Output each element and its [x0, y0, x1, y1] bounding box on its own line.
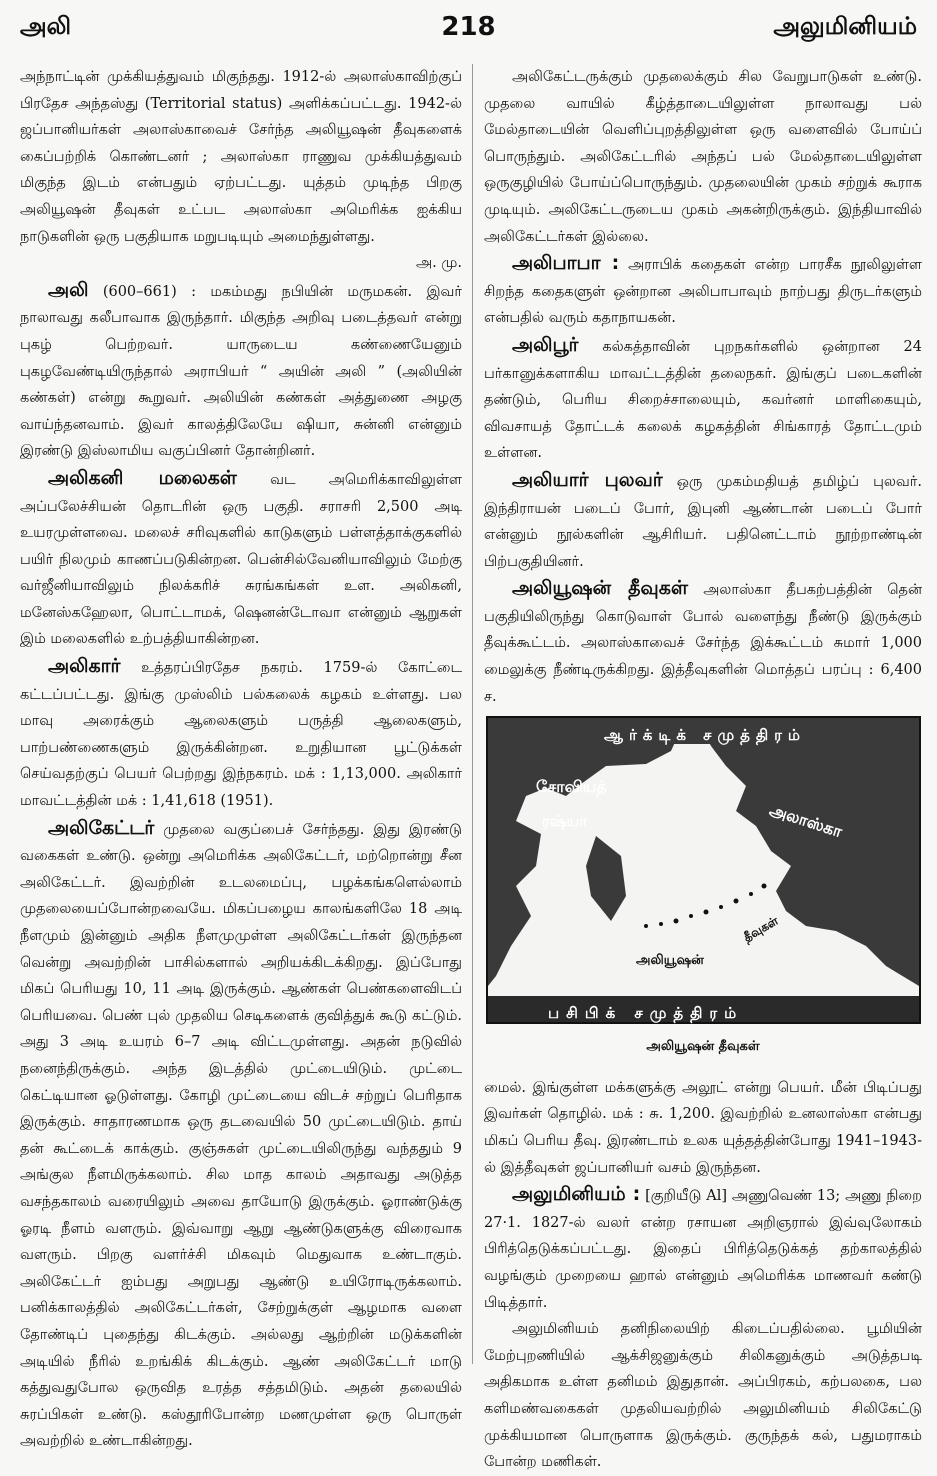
continuation-paragraph: மைல். இங்குள்ள மக்களுக்கு அலூட் என்று பெயர். மீன் பிடிப்பது இவர்கள் தொழில். மக் : சு. 1,200. இவற்றில் உனலாஸ்கா என்பது மிகப் பெரிய தீவு. இரண்டாம் உலக யுத்தத்தின்போது 1941–1943-ல் இத்தீவுகள் ஜப்பானியர் வசம் இருந்தன. [484, 1079, 922, 1176]
entry-body: வட அமெரிக்காவிலுள்ள அப்பலேச்சியன் தொடரின் ஒரு பகுதி. சராசரி 2,500 அடி உயரமுள்ளவை. மலைச் சரிவுகளில் காடுகளும் பள்ளத்தாக்குகளில் பயிர் நிலமும் காணப்படுகின்றன. பென்சில்வேனியாவிலும் மேற்கு வர்ஜீனியாவிலும் நிலக்கரிச் சுரங்கங்கள் உள. அலிகனி, மனேஸ்கஹேலா, பொட்டாமக், ஷெனன்டோவா என்னும் ஆறுகள் இம் மலைகளில் உற்பத்தியாகின்றன. [20, 471, 463, 648]
header-right-guide-word: அலுமினியம் [773, 12, 917, 40]
continuation-paragraph: அலிகேட்டருக்கும் முதலைக்கும் சில வேறுபாடுகள் உண்டு. முதலை வாயில் கீழ்த்தாடையிலுள்ள நாலாவது பல் மேல்தாடையின் வெளிப்புறத்திலுள்ள ஒரு வளைவில் போய்ப் பொருந்தும். அலிகேட்டரில் அந்தப் பல் மேல்தாடையிலுள்ள ஒருகுழியில் போய்ப்பொருந்தும். முதலையின் முகம் சற்றுக் கூராக முடியும். அலிகேட்டருடைய முகம் அகன்றிருக்கும். இந்தியாவில் அலிகேட்டர்கள் இல்லை. [484, 69, 922, 245]
author-initials: அ. மு. [415, 255, 462, 272]
entry-allegheny [20, 465, 462, 653]
entry-body: அலாஸ்கா தீபகற்பத்தின் தென் பகுதியிலிருந்து கொடுவாள் போல் வளைந்து நீண்டு இருக்கும் தீவுக்கூட்டம். அலாஸ்காவைச் சேர்ந்த இக்கூட்டம் சுமார் 1,000 மைலுக்கு நீண்டிருக்கிறது. இத்தீவுகளின் மொத்தப் பரப்பு : 6,400 ச. [484, 582, 923, 705]
map-label-soviet: சோவியத் [536, 777, 607, 797]
map-label-alaska: அலாஸ்கா [767, 800, 845, 842]
entry-headword: அலியார் புலவர் [512, 468, 663, 491]
page-number: 218 [441, 12, 496, 42]
column-divider [472, 64, 473, 1364]
entry-body: ஒரு முகம்மதியத் தமிழ்ப் புலவர். இந்திராயன் படைப் போர், இபுனி ஆண்டான் படைப் போர் என்னும் நூல்களின் ஆசிரியர். பதினெட்டாம் நூற்றாண்டின் பிற்பகுதியினர். [484, 473, 922, 570]
entry-alipur [484, 332, 922, 467]
entry-alibaba [484, 250, 922, 332]
entry-aliyar-pulavar [484, 467, 922, 575]
entry-ali [20, 277, 462, 465]
continuation-paragraph: அந்நாட்டின் முக்கியத்துவம் மிகுந்தது. 1912-ல் அலாஸ்காவிற்குப் பிரதேச அந்தஸ்து (Territorial status) அளிக்கப்பட்டது. 1942-ல் ஜப்பானியர்கள் அலாஸ்காவைச் சேர்ந்த அலியூஷன் தீவுகளைக் கைப்பற்றிக் கொண்டனர் ; அலாஸ்கா ராணுவ முக்கியத்துவம் மிகுந்த இடம் என்பதும் ஏற்பட்டது. யுத்தம் முடிந்த பிறகு அலியூஷன் தீவுகள் உட்பட அலாஸ்கா அமெரிக்க ஐக்கிய நாடுகளின் ஒரு பகுதியாக மறுபடியும் அமைந்துள்ளது. [20, 69, 462, 245]
map-caption: அலியூஷன் தீவுகள் [646, 1039, 760, 1055]
aluminium-paragraph: அலுமினியம் தனிநிலையிற் கிடைப்பதில்லை. பூமியின் மேற்புறணியில் ஆக்சிஜனுக்கும் சிலிகனுக்கும் அடுத்தபடி அதிகமாக உள்ள தனிமம் இதுதான். அப்பிரகம், கற்பலகை, பல களிமண்வகைகள் முதலியவற்றில் அலுமினியம் சிலிகேட்டு முக்கியமான பொருளாக இருக்கும். குருந்தக் கல், பதுமராகம் போன்ற மணிகள். [484, 1321, 922, 1471]
entry-body: அராபிக் கதைகள் என்ற பாரசீக நூலிலுள்ள சிறந்த கதைகளுள் ஒன்றான அலிபாபாவும் நாற்பது திருடர்களும் என்பதில் வரும் கதாநாயகன். [484, 257, 922, 327]
map-label-aleutian: அலியூஷன் [636, 953, 704, 969]
entry-aleutian-islands [484, 575, 922, 710]
aleutian-map [486, 716, 921, 1024]
header-left-guide-word: அலி [20, 12, 72, 40]
map-label-pacific: பசிபிக் சமுத்திரம் [548, 1004, 744, 1023]
map-label-russia: ரஷ்யா [542, 812, 588, 831]
entry-alligator [20, 815, 462, 1455]
page-header [20, 12, 917, 52]
entry-headword: அலிகனி மலைகள் [48, 466, 237, 489]
left-column [20, 64, 462, 1455]
entry-body: (600–661) : மகம்மது நபியின் மருமகன். இவர் நாலாவது கலீபாவாக இருந்தார். மிகுந்த அறிவு படைத்தவர் என்று புகழ் பெற்றவர். யாருடைய கண்ணையேனும் புகழவேண்டியிருந்தால் அராபியர் “ அயின் அலி ” (அலியின் கண்கள்) என்று கூறுவர். அலியின் கண்கள் அத்துணை அழகு வாய்ந்தனவாம். இவர் காலத்திலேயே ஷியா, சுன்னி என்னும் இரண்டு இஸ்லாமிய வகுப்பினர் தோன்றினர். [20, 283, 462, 460]
entry-headword: அலியூஷன் தீவுகள் [512, 577, 689, 600]
map-label-islands: தீவுகள் [740, 913, 781, 945]
entry-body: கல்கத்தாவின் புறநகர்களில் ஒன்றான 24 பர்கானுக்களாகிய மாவட்டத்தின் தலைநகர். இங்குப் படைகளின் தண்டும், பெரிய சிறைச்சாலையும், கவர்னர் மாளிகையும், விவசாயத் தோட்டக் கலைக் கழகத்தின் சிங்காரத் தோட்டமும் உள்ளன. [484, 338, 922, 462]
entry-headword: அலுமினியம் : [512, 1183, 641, 1206]
entry-body: முதலை வகுப்பைச் சேர்ந்தது. இது இரண்டு வகைகள் உண்டு. ஒன்று அமெரிக்க அலிகேட்டர், மற்றொன்று சீன அலிகேட்டர். இவற்றின் உடலமைப்பு, பழக்கங்களெல்லாம் முதலையைப்போன்றவையே. மிகப்பழைய காலங்களிலே 18 அடி நீளமும் இன்னும் அதிக நீளமுமுள்ள அலிகேட்டர்கள் இருந்தன வென்று அவற்றின் பாசில்களால் அறியக்கிடக்கிறது. இப்போது மிகப் பெரியது 10, 11 அடி இருக்கும். ஆண்கள் பெண்களைவிடப் பெரியவை. பெண் புல் முதலிய செடிகளைக் குவித்துக் கூடு கட்டும். அது 3 அடி உயரம் 6–7 அடி விட்டமுள்ளது. அதன் நடுவில் நனைந்திருக்கும். அந்த இடத்தில் முட்டையிடும். முட்டை கெட்டியான ஓடுள்ளது. கோழி முட்டையை விடச் சற்றுப் பெரிதாக இருக்கும். சாதாரணமாக ஒரு தடவையில் 50 முட்டையிடும். தாய் தன் கூட்டைக் காக்கும். குஞ்சுகள் முட்டையிலிருந்து வந்ததும் 9 அங்குல நீளமிருக்கலாம். சில மாத காலம் அதாவது அடுத்த வசந்தகாலம் வரையிலும் அவை தாயோடு இருக்கும். ஓராண்டுக்கு ஓரடி நீளம் வளரும். இவ்வாறு ஆறு ஆண்டுகளுக்கு விரைவாக வளரும். பிறகு வளர்ச்சி மிகவும் மெதுவாக உண்டாகும். அலிகேட்டர் ஐம்பது அறுபது ஆண்டு உயிரோடிருக்கலாம். பனிக்காலத்தில் அலிகேட்டர்கள், சேற்றுக்குள் ஆழமாக வளை தோண்டிப் புதைந்து கிடக்கும். அல்லது ஆற்றின் மடுக்களின் அடியில் நீரில் உறங்கிக் கிடக்கும். ஆண் அலிகேட்டர் மாடு கத்துவதுபோல ஒருவித உரத்த சத்தமிடும். அதன் தலையில் சுரப்பிகள் உண்டு. கஸ்தூரிபோன்ற மணமுள்ள ஒரு பொருள் அவற்றில் உண்டாகின்றது. [20, 821, 462, 1450]
right-column [484, 64, 922, 1476]
entry-headword: அலி [48, 278, 89, 301]
entry-aluminium [484, 1181, 922, 1316]
entry-body: உத்தரப்பிரதேச நகரம். 1759-ல் கோட்டை கட்டப்பட்டது. இங்கு முஸ்லிம் பல்கலைக் கழகம் உள்ளது. பல மாவு அரைக்கும் ஆலைகளும் பருத்தி ஆலைகளும், பாற்பண்ணைகளும் இருக்கின்றன. உறுதியான பூட்டுக்கள் செய்வதற்குப் பெயர் பெற்றது இந்நகரம். மக் : 1,13,000. அலிகார் மாவட்டத்தின் மக் : 1,41,618 (1951). [20, 660, 462, 810]
entry-headword: அலிகேட்டர் [48, 816, 155, 839]
map-label-arctic: ஆர்க்டிக் சமுத்திரம் [604, 726, 806, 745]
entry-headword: அலிபாபா : [512, 252, 620, 275]
entry-headword: அலிபூர் [512, 333, 579, 356]
entry-body: [குறியீடு Al] அணுவெண் 13; அணு நிறை 27·1. 1827-ல் வலர் என்ற ரசாயன அறிஞரால் இவ்வுலோகம் பிரித்தெடுக்கப்பட்டது. இதைப் பிரித்தெடுக்கத் தற்காலத்தில் வழங்கும் முறையை ஹால் என்னும் அமெரிக்க மாணவர் கண்டு பிடித்தார். [484, 1188, 923, 1311]
entry-headword: அலிகார் [48, 655, 121, 678]
entry-aligarh [20, 653, 462, 815]
map-graphic [486, 716, 921, 1024]
